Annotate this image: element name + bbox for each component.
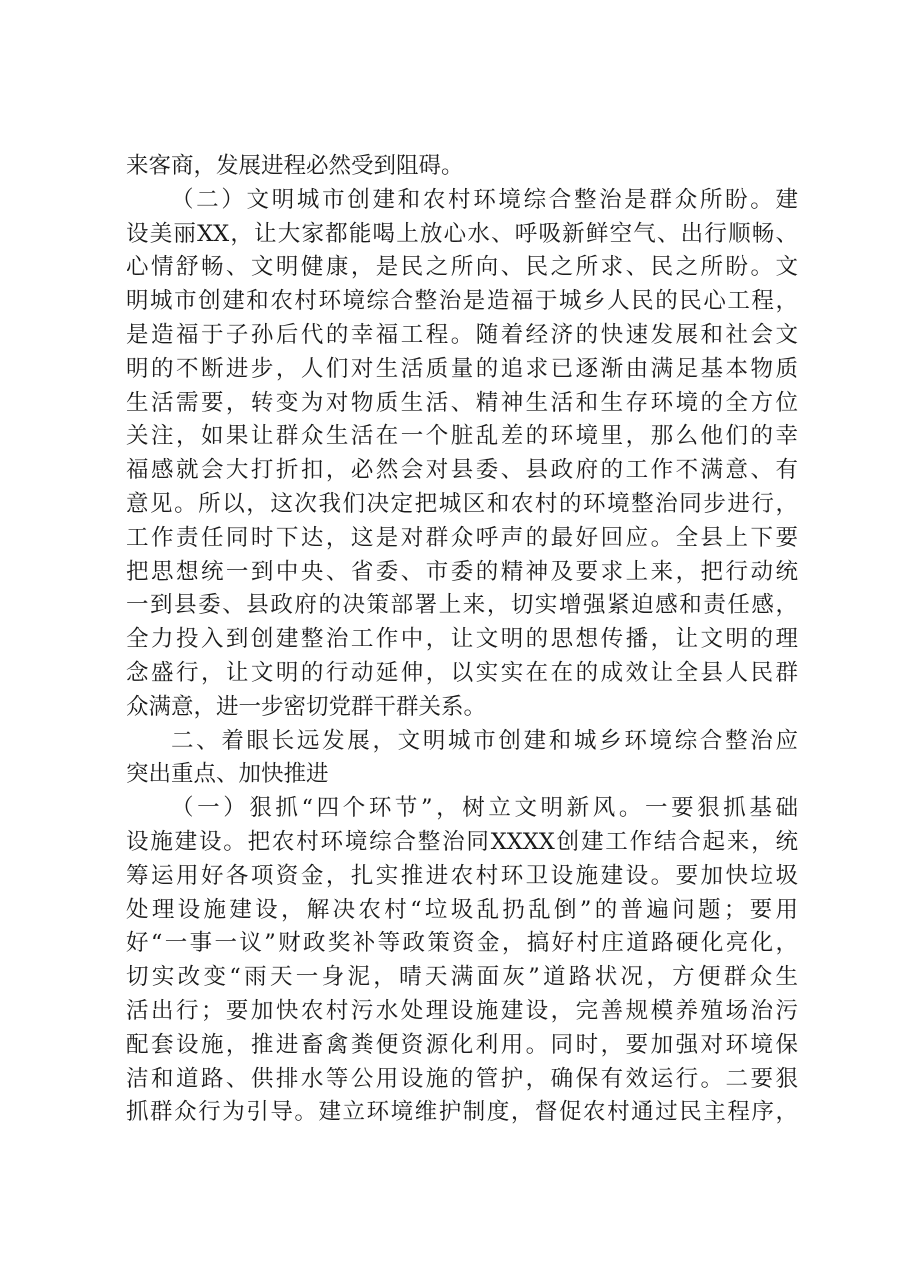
text-line: 众满意，进一步密切党群干群关系。 <box>126 693 487 720</box>
text-line: 一到县委、县政府的决策部署上来，切实增强紧迫感和责任感， <box>126 592 798 619</box>
section-heading-line: 二、着眼长远发展，文明城市创建和城乡环境综合整治应 <box>171 727 798 754</box>
paragraph-heading-line: （二）文明城市创建和农村环境综合整治是群众所盼。建 <box>171 186 798 213</box>
text-line: 切实改变“雨天一身泥，晴天满面灰”道路状况，方便群众生 <box>126 964 798 991</box>
text-line: 好“一事一议”财政奖补等政策资金，搞好村庄道路硬化亮化， <box>126 930 798 957</box>
text-line: 筹运用好各项资金，扎实推进农村环卫设施建设。要加快垃圾 <box>126 862 798 889</box>
text-line: 设美丽XX，让大家都能喝上放心水、呼吸新鲜空气、出行顺畅、 <box>126 220 798 247</box>
text-line: 明城市创建和农村环境综合整治是造福于城乡人民的民心工程， <box>126 288 798 315</box>
text-line: 福感就会大打折扣，必然会对县委、县政府的工作不满意、有 <box>126 457 798 484</box>
text-line: 念盛行，让文明的行动延伸，以实实在在的成效让全县人民群 <box>126 659 798 686</box>
text-line: 抓群众行为引导。建立环境维护制度，督促农村通过民主程序， <box>126 1099 798 1126</box>
text-line: 处理设施建设，解决农村“垃圾乱扔乱倒”的普遍问题；要用 <box>126 896 798 923</box>
text-line: 设施建设。把农村环境综合整治同XXXX创建工作结合起来，统 <box>126 828 798 855</box>
text-line: 全力投入到创建整治工作中，让文明的思想传播，让文明的理 <box>126 626 798 653</box>
text-line: 洁和道路、供排水等公用设施的管护，确保有效运行。二要狠 <box>126 1065 798 1092</box>
text-line: 是造福于子孙后代的幸福工程。随着经济的快速发展和社会文 <box>126 321 798 348</box>
text-line: 心情舒畅、文明健康，是民之所向、民之所求、民之所盼。文 <box>126 254 798 281</box>
text-line: 工作责任同时下达，这是对群众呼声的最好回应。全县上下要 <box>126 524 798 551</box>
text-line: 明的不断进步，人们对生活质量的追求已逐渐由满足基本物质 <box>126 355 798 382</box>
text-line: 生活需要，转变为对物质生活、精神生活和生存环境的全方位 <box>126 389 798 416</box>
paragraph-heading-line: （一）狠抓“四个环节”，树立文明新风。一要狠抓基础 <box>171 795 798 822</box>
body-text <box>126 150 798 1130</box>
text-line: 意见。所以，这次我们决定把城区和农村的环境整治同步进行， <box>126 490 798 517</box>
text-line: 活出行；要加快农村污水处理设施建设，完善规模养殖场治污 <box>126 997 798 1024</box>
text-line: 配套设施，推进畜禽粪便资源化利用。同时，要加强对环境保 <box>126 1031 798 1058</box>
text-line: 来客商，发展进程必然受到阻碍。 <box>126 153 464 179</box>
text-line: 关注，如果让群众生活在一个脏乱差的环境里，那么他们的幸 <box>126 423 798 450</box>
text-line: 把思想统一到中央、省委、市委的精神及要求上来，把行动统 <box>126 558 798 585</box>
section-heading-line: 突出重点、加快推进 <box>126 761 329 788</box>
